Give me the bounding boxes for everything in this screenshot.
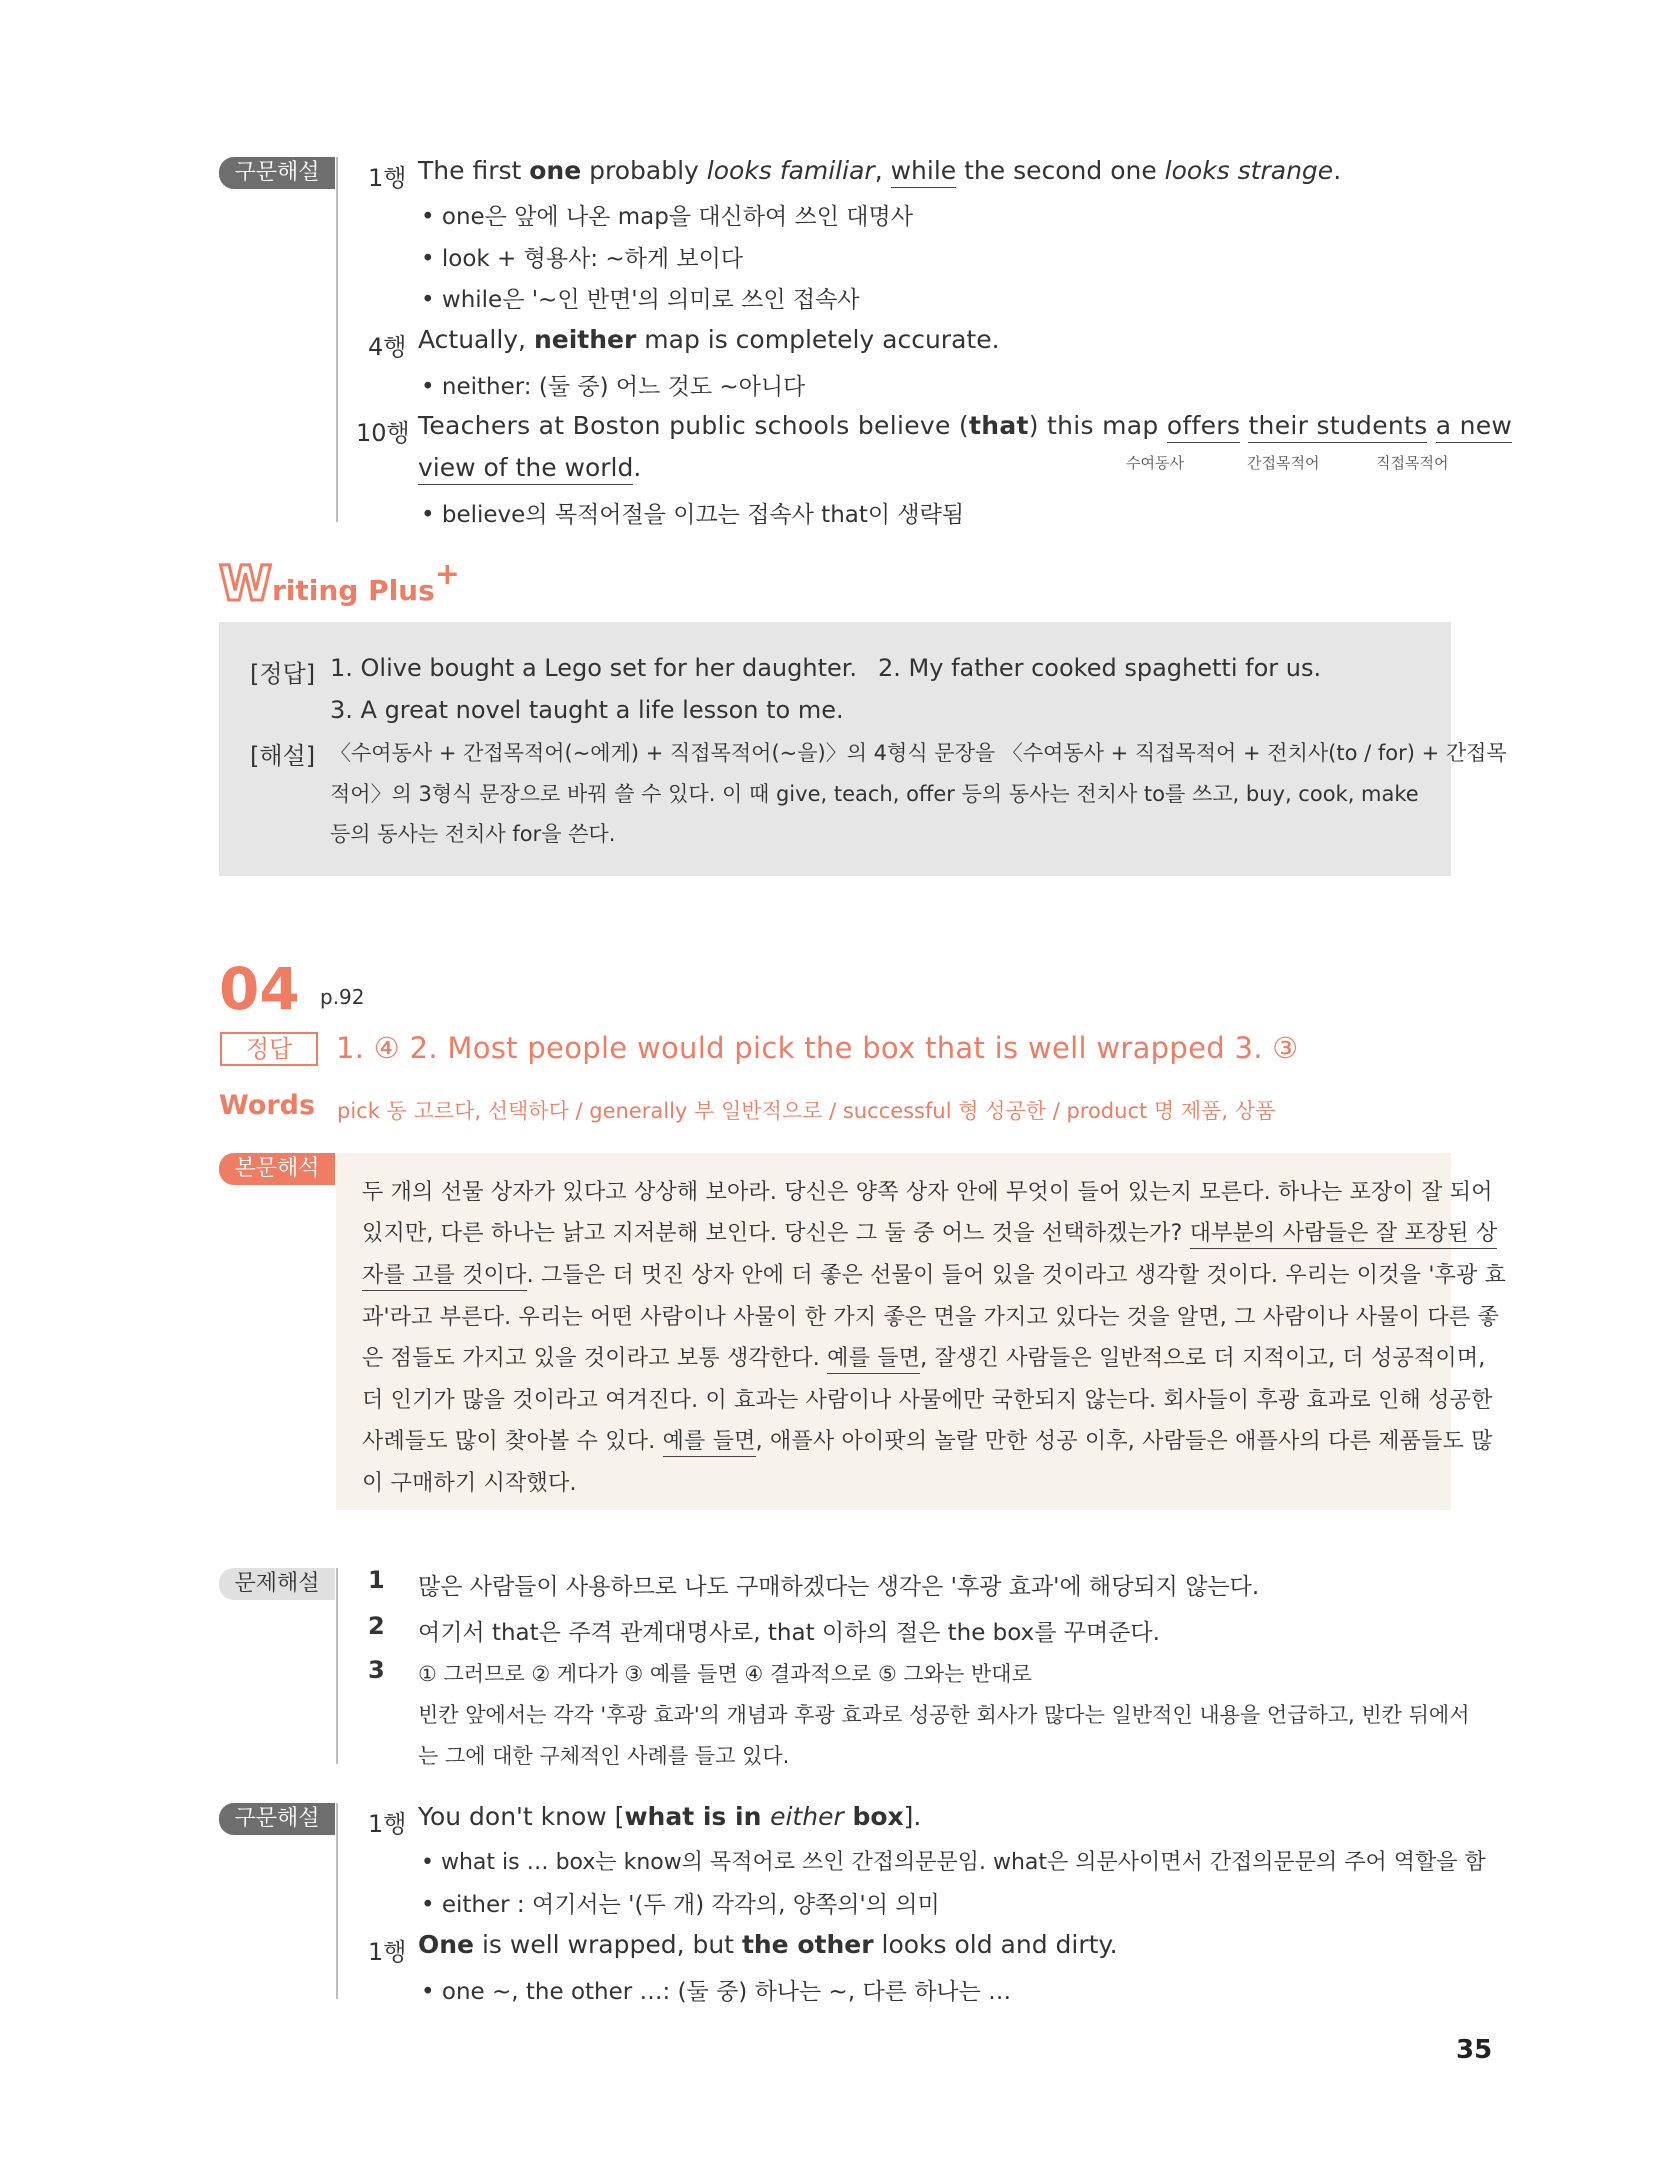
problem-badge: 문제해설 <box>219 1568 335 1600</box>
words-label: Words <box>219 1090 316 1121</box>
label-indirect-object: 간접목적어 <box>1247 454 1320 472</box>
syntax-badge: 구문해설 <box>219 1803 335 1835</box>
words-text: pick 동 고르다, 선택하다 / generally 부 일반적으로 / successful 형 성공한 / product 명 제품, 상품 <box>337 1099 1276 1123</box>
question-choices: ① 그러므로 ② 게다가 ③ 예를 들면 ④ 결과적으로 ⑤ 그와는 반대로 <box>418 1662 1032 1686</box>
answer-label: [정답] <box>250 660 316 688</box>
answer-3: 3. A great novel taught a life lesson to me. <box>330 696 844 724</box>
answer-text: 1. ④ 2. Most people would pick the box that is well wrapped 3. ③ <box>336 1031 1299 1065</box>
line-number: 4행 <box>368 333 407 361</box>
line-number: 1행 <box>368 1810 407 1838</box>
translation-badge: 본문해석 <box>219 1153 335 1185</box>
translation-line: 이 구매하기 시작했다. <box>362 1471 577 1496</box>
question-number: 3 <box>368 1656 385 1684</box>
answer-2: 2. My father cooked spaghetti for us. <box>878 654 1322 682</box>
note: • either : 여기서는 '(두 개) 각각의, 양쪽의'의 의미 <box>421 1892 940 1918</box>
section-number: 04 <box>219 955 300 1023</box>
translation-line: 자를 고를 것이다. 그들은 더 멋진 상자 안에 더 좋은 선물이 들어 있을 것이라고 생각할 것이다. 우리는 이것을 '후광 효 <box>362 1258 1506 1289</box>
note: • one ~, the other …: (둘 중) 하나는 ~, 다른 하나는 … <box>421 1979 1012 2005</box>
section-divider <box>336 1803 338 1999</box>
page-reference: p.92 <box>320 985 365 1009</box>
note: • one은 앞에 나온 map을 대신하여 쓰인 대명사 <box>421 204 913 230</box>
question-number: 2 <box>368 1612 385 1640</box>
translation-line: 두 개의 선물 상자가 있다고 상상해 보아라. 당신은 양쪽 상자 안에 무엇이 들어 있는지 모른다. 하나는 포장이 잘 되어 <box>362 1180 1493 1205</box>
section-divider <box>336 157 338 522</box>
question-explanation: 는 그에 대한 구체적인 사례를 들고 있다. <box>418 1744 790 1768</box>
explanation-line: 적어〉의 3형식 문장으로 바꿔 쓸 수 있다. 이 때 give, teach, offer 등의 동사는 전치사 to를 쓰고, buy, cook, make <box>330 782 1419 806</box>
translation-line: 은 점들도 가지고 있을 것이라고 보통 생각한다. 예를 들면, 잘생긴 사람들은 일반적으로 더 지적이고, 더 성공적이며, <box>362 1341 1486 1372</box>
sentence-line-4: Actually, neither map is completely accurate. <box>418 325 1000 354</box>
note: • look + 형용사: ~하게 보이다 <box>421 246 744 272</box>
translation-line: 과'라고 부른다. 우리는 어떤 사람이나 사물이 한 가지 좋은 면을 가지고 있다는 것을 알면, 그 사람이나 사물이 다른 좋 <box>362 1305 1499 1330</box>
answer-1: 1. Olive bought a Lego set for her daughter. <box>330 654 858 682</box>
note: • neither: (둘 중) 어느 것도 ~아니다 <box>421 374 806 400</box>
syntax-badge: 구문해설 <box>219 157 335 189</box>
section-divider <box>336 1568 338 1764</box>
note: • while은 '~인 반면'의 의미로 쓰인 접속사 <box>421 287 860 313</box>
sentence-line: You don't know [what is in either box]. <box>418 1802 922 1831</box>
answer-badge: 정답 <box>220 1032 318 1066</box>
translation-line: 더 인기가 많을 것이라고 여겨진다. 이 효과는 사람이나 사물에만 국한되지 않는다. 회사들이 후광 효과로 인해 성공한 <box>362 1388 1493 1413</box>
line-number: 10행 <box>356 419 410 447</box>
question-explanation: 여기서 that은 주격 관계대명사로, that 이하의 절은 the box를 꾸며준다. <box>418 1620 1160 1646</box>
question-number: 1 <box>368 1566 385 1594</box>
sentence-line-10-cont: view of the world. <box>418 453 641 482</box>
page-number: 35 <box>1456 2035 1493 2065</box>
note: • believe의 목적어절을 이끄는 접속사 that이 생략됨 <box>421 502 965 528</box>
question-explanation: 많은 사람들이 사용하므로 나도 구매하겠다는 생각은 '후광 효과'에 해당되지 않는다. <box>418 1574 1260 1600</box>
sentence-line-10: Teachers at Boston public schools believe (that) this map offers their students a new <box>418 411 1512 440</box>
explanation-line: 등의 동사는 전치사 for을 쓴다. <box>330 822 616 846</box>
line-number: 1행 <box>368 1938 407 1966</box>
sentence-line: One is well wrapped, but the other looks old and dirty. <box>418 1930 1118 1959</box>
translation-line: 사례들도 많이 찾아볼 수 있다. 예를 들면, 애플사 아이팟의 놀랄 만한 성공 이후, 사람들은 애플사의 다른 제품들도 많 <box>362 1424 1493 1455</box>
note: • what is … box는 know의 목적어로 쓰인 간접의문문임. what은 의문사이면서 간접의문문의 주어 역할을 함 <box>421 1850 1486 1875</box>
line-number: 1행 <box>368 164 407 192</box>
explanation-label: [해설] <box>250 742 316 770</box>
translation-box <box>336 1153 1451 1510</box>
explanation-line: 〈수여동사 + 간접목적어(~에게) + 직접목적어(~을)〉의 4형식 문장을 〈수여동사 + 직접목적어 + 전치사(to / for) + 간접목 <box>330 741 1507 765</box>
question-explanation: 빈칸 앞에서는 각각 '후광 효과'의 개념과 후광 효과로 성공한 회사가 많다는 일반적인 내용을 언급하고, 빈칸 뒤에서 <box>418 1703 1470 1727</box>
sentence-line-1: The first one probably looks familiar, while the second one looks strange. <box>418 156 1341 185</box>
label-direct-object: 직접목적어 <box>1376 454 1449 472</box>
translation-line: 있지만, 다른 하나는 낡고 지저분해 보인다. 당신은 그 둘 중 어느 것을 선택하겠는가? 대부분의 사람들은 잘 포장된 상 <box>362 1216 1497 1247</box>
writing-plus-title: Writing Plus+ <box>219 556 460 612</box>
label-verb: 수여동사 <box>1126 454 1184 472</box>
